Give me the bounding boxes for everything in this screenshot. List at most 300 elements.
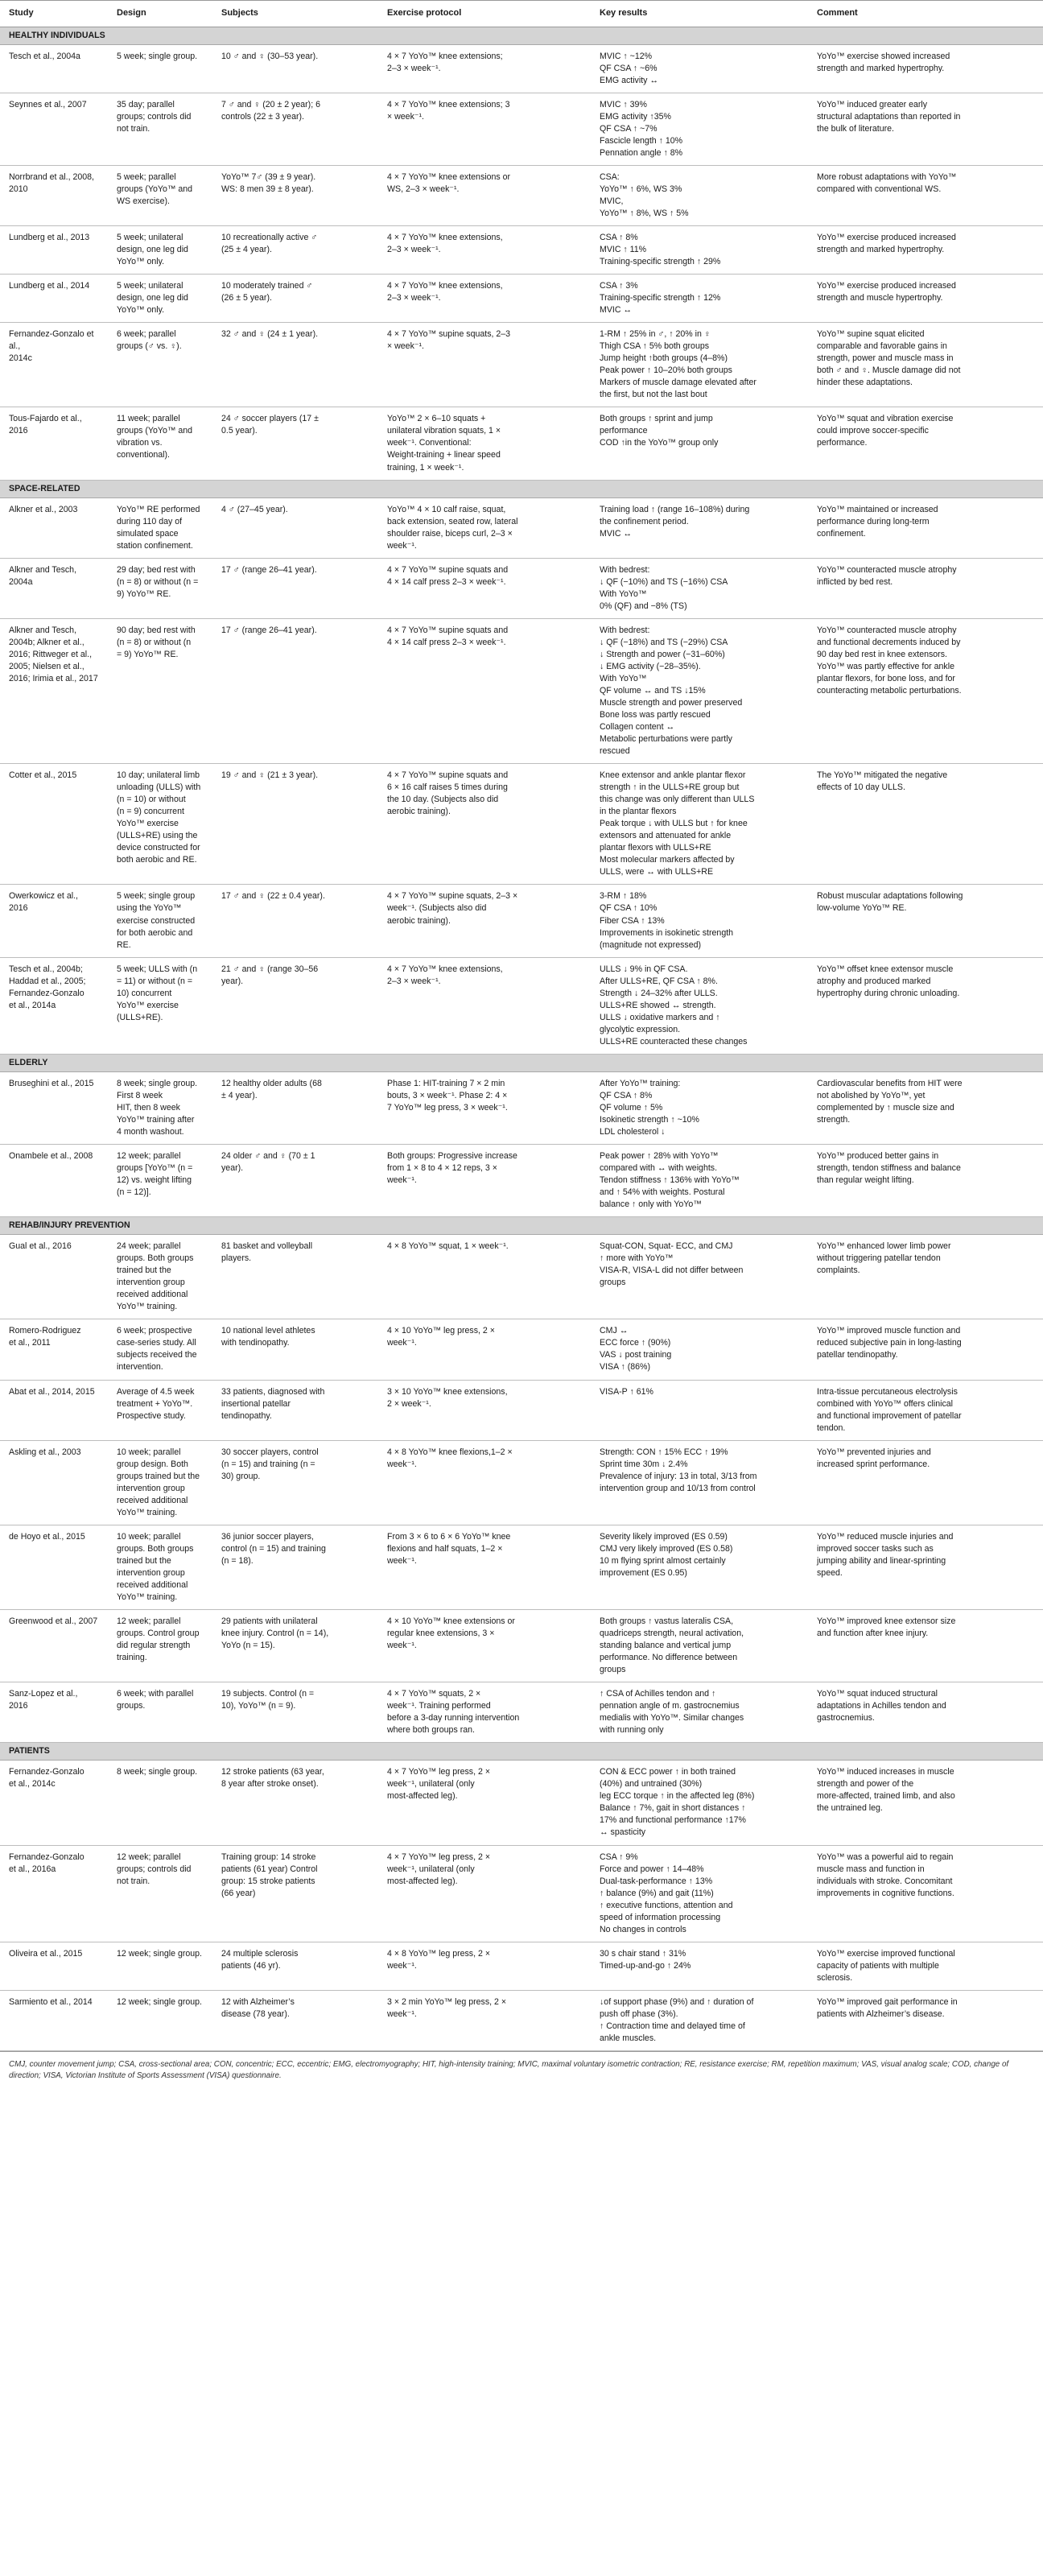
cell-line: compared with conventional WS. (817, 184, 942, 194)
comment-cell (808, 1990, 1043, 2050)
cell-line: 3-RM ↑ 18% (600, 891, 647, 902)
cell-line: EMG activity ↑35% (600, 111, 671, 122)
cell-line: groups (600, 1278, 626, 1288)
design-cell (108, 1761, 212, 1845)
protocol-cell (378, 1610, 591, 1682)
cell-line: the 10 day. (Subjects also did (387, 795, 499, 805)
cell-line: Timed-up-and-go ↑ 24% (600, 1960, 691, 1971)
cell-line: in the plantar flexors (600, 807, 677, 817)
cell-line: ankle muscles. (600, 2033, 657, 2043)
cell-line: knee injury. Control (n = 14), (221, 1629, 329, 1639)
cell-line: strength ↑ in the ULLS+RE group but (600, 782, 740, 793)
cell-line: groups. Both groups (117, 1253, 194, 1264)
comment-cell (808, 1319, 1043, 1380)
cell-line: Fascicle length ↑ 10% (600, 135, 683, 146)
cell-line: After ULLS+RE, QF CSA ↑ 8%. (600, 976, 718, 986)
cell-line: 10 day; unilateral limb (117, 770, 200, 781)
cell-line: Fernandez-Gonzalo (9, 988, 85, 998)
cell-line: this change was only different than ULLS (600, 795, 755, 805)
cell-line: 4 × 7 YoYo™ knee extensions, (387, 281, 503, 291)
cell-line: Onambele et al., 2008 (9, 1151, 93, 1162)
cell-line: Most molecular markers affected by (600, 855, 735, 865)
cell-line: YoYo™ 4 × 10 calf raise, squat, (387, 504, 506, 514)
cell-line: training. (117, 1653, 147, 1663)
cell-line: individuals with stroke. Concomitant (817, 1876, 953, 1886)
cell-line: 10 national level athletes (221, 1326, 315, 1336)
cell-line: 6 week; with parallel (117, 1689, 194, 1699)
cell-line: YoYo™ exercise produced increased (817, 281, 956, 291)
cell-line: Fernandez-Gonzalo (9, 1767, 85, 1777)
cell-line: 5 week; single group. (117, 51, 198, 61)
subjects-cell (212, 1071, 378, 1144)
table-row (0, 323, 1043, 407)
header-study: Study (0, 1, 108, 27)
cell-line: 4 × 7 YoYo™ supine squats, 2–3 (387, 329, 511, 340)
design-cell (108, 497, 212, 558)
cell-line: performance. (817, 438, 868, 448)
cell-line: ± 4 year). (221, 1090, 258, 1100)
cell-line: Alkner and Tesch, (9, 625, 77, 635)
cell-line: With YoYo™ (600, 673, 647, 683)
cell-line: 24 week; parallel (117, 1241, 181, 1252)
cell-line: plantar flexors, for bone loss, and for (817, 673, 955, 683)
cell-line: with running only (600, 1725, 664, 1736)
cell-line: speed. (817, 1567, 843, 1578)
cell-line: 17% and functional performance ↑17% (600, 1815, 746, 1826)
cell-line: Markers of muscle damage elevated after (600, 378, 756, 388)
cell-line: glycolytic expression. (600, 1024, 681, 1034)
cell-line: Sarmiento et al., 2014 (9, 1996, 93, 2007)
cell-line: performance (600, 426, 648, 436)
section-title: SPACE-RELATED (0, 480, 1043, 497)
cell-line: WS exercise). (117, 196, 170, 206)
cell-line: 4 × 10 YoYo™ leg press, 2 × (387, 1326, 495, 1336)
cell-line: than regular weight lifting. (817, 1175, 914, 1186)
design-cell (108, 1525, 212, 1609)
cell-line: Fernandez-Gonzalo (9, 1852, 85, 1862)
cell-line: gastrocnemius. (817, 1713, 875, 1724)
cell-line: 10 week; parallel (117, 1447, 181, 1457)
protocol-cell (378, 1440, 591, 1525)
cell-line: medialis with YoYo™. Similar changes (600, 1713, 744, 1724)
cell-line: Training-specific strength ↑ 29% (600, 257, 721, 267)
cell-line: year). (221, 976, 244, 986)
cell-line: YoYo™ supine squat elicited (817, 329, 925, 340)
cell-line: YoYo™ improved muscle function and (817, 1326, 961, 1336)
key-results-cell (591, 226, 808, 275)
subjects-cell (212, 1761, 378, 1845)
subjects-cell (212, 275, 378, 323)
table-row (0, 1235, 1043, 1319)
cell-line: (ULLS+RE). (117, 1012, 163, 1022)
study-cell (0, 1440, 108, 1525)
cell-line: week⁻¹. (387, 1641, 417, 1651)
cell-line: WS: 8 men 39 ± 8 year). (221, 184, 314, 194)
comment-cell (808, 497, 1043, 558)
design-cell (108, 93, 212, 165)
cell-line: groups (600, 1665, 626, 1675)
protocol-cell (378, 1525, 591, 1609)
cell-line: week⁻¹. (Subjects also did (387, 903, 487, 914)
cell-line: (n = 8) or without (n = (117, 576, 199, 587)
comment-cell (808, 226, 1043, 275)
cell-line: week⁻¹. (387, 1459, 417, 1469)
key-results-cell (591, 1845, 808, 1942)
cell-line: 2016 (9, 903, 28, 914)
cell-line: 4 × 7 YoYo™ supine squats and (387, 625, 509, 635)
cell-line: Alkner and Tesch, (9, 564, 77, 575)
cell-line: YoYo™ was a powerful aid to regain (817, 1852, 954, 1862)
cell-line: trained but the (117, 1265, 171, 1276)
cell-line: both aerobic and RE. (117, 855, 197, 865)
cell-line: (66 year) (221, 1888, 256, 1898)
cell-line: 12 stroke patients (63 year, (221, 1767, 324, 1777)
cell-line: controls (22 ± 3 year). (221, 111, 304, 122)
key-results-cell (591, 275, 808, 323)
cell-line: 2016; Rittweger et al., (9, 649, 93, 659)
header-row (0, 1, 1043, 27)
cell-line: Squat-CON, Squat- ECC, and CMJ (600, 1241, 733, 1252)
cell-line: YoYo™ RE performed (117, 504, 200, 514)
table-row (0, 93, 1043, 165)
cell-line: 2–3 × week⁻¹. (387, 245, 441, 255)
cell-line: Strength ↓ 24–32% after ULLS. (600, 988, 718, 998)
protocol-cell (378, 407, 591, 480)
comment-cell (808, 407, 1043, 480)
cell-line: (n = 10) or without (117, 795, 186, 805)
cell-line: strength and power of the (817, 1779, 914, 1790)
cell-line: Cardiovascular benefits from HIT were (817, 1078, 963, 1088)
cell-line: (n = 8) or without (n (117, 637, 192, 647)
cell-line: most-affected leg). (387, 1791, 458, 1802)
cell-line: the first, but not the last bout (600, 390, 707, 400)
cell-line: improved soccer tasks such as (817, 1543, 934, 1554)
cell-line: Peak power ↑ 28% with YoYo™ (600, 1151, 719, 1162)
study-cell (0, 1682, 108, 1743)
cell-line: YoYo™ induced greater early (817, 99, 928, 109)
cell-line: intervention group (117, 1278, 185, 1288)
cell-line: flexions and half squats, 1–2 × (387, 1543, 503, 1554)
cell-line: comparable and favorable gains in (817, 341, 947, 352)
cell-line: hypertrophy during chronic unloading. (817, 988, 960, 998)
cell-line: Prevalence of injury: 13 in total, 3/13 from (600, 1471, 757, 1481)
cell-line: YoYo™ squat and vibration exercise (817, 414, 954, 424)
key-results-cell (591, 1942, 808, 1990)
cell-line: 4 month washout. (117, 1126, 184, 1137)
cell-line: ↑ more with YoYo™ (600, 1253, 674, 1264)
subjects-cell (212, 1235, 378, 1319)
cell-line: et al., 2011 (9, 1338, 51, 1348)
header-design: Design (108, 1, 212, 27)
cell-line: structural adaptations than reported in (817, 111, 961, 122)
cell-line: groups (♂ vs. ♀). (117, 341, 182, 352)
cell-line: 17 ♂ and ♀ (22 ± 0.4 year). (221, 891, 325, 902)
cell-line: Muscle strength and power preserved (600, 698, 743, 708)
cell-line: 10), YoYo™ (n = 9). (221, 1701, 296, 1711)
cell-line: Seynnes et al., 2007 (9, 99, 87, 109)
study-cell (0, 497, 108, 558)
key-results-cell (591, 1071, 808, 1144)
cell-line: 4 × 8 YoYo™ squat, 1 × week⁻¹. (387, 1241, 509, 1252)
cell-line: received additional (117, 1579, 188, 1590)
key-results-cell (591, 165, 808, 225)
study-cell (0, 323, 108, 407)
cell-line: QF volume ↔ and TS ↓15% (600, 685, 706, 696)
cell-line: Severity likely improved (ES 0.59) (600, 1531, 728, 1542)
table-row (0, 1071, 1043, 1144)
design-cell (108, 957, 212, 1054)
cell-line: YoYo™ exercise showed increased (817, 51, 950, 61)
cell-line: improvement (ES 0.95) (600, 1567, 687, 1578)
subjects-cell (212, 1845, 378, 1942)
design-cell (108, 1145, 212, 1217)
cell-line: the untrained leg. (817, 1803, 883, 1814)
cell-line: 4 × 7 YoYo™ leg press, 2 × (387, 1852, 491, 1862)
cell-line: Askling et al., 2003 (9, 1447, 81, 1457)
section-title: HEALTHY INDIVIDUALS (0, 27, 1043, 44)
cell-line: 5 week; single group (117, 891, 196, 902)
table-row (0, 558, 1043, 618)
table-row (0, 1525, 1043, 1609)
study-cell (0, 1525, 108, 1609)
cell-line: CSA: (600, 171, 620, 182)
cell-line: CMJ ↔ (600, 1326, 629, 1336)
cell-line: 12) vs. weight lifting (117, 1175, 192, 1186)
design-cell (108, 165, 212, 225)
section-header-row (0, 1054, 1043, 1071)
cell-line: groups; controls did (117, 111, 192, 122)
comment-cell (808, 1761, 1043, 1845)
table-row (0, 1990, 1043, 2050)
cell-line: With bedrest: (600, 625, 650, 635)
cell-line: Both groups ↑ vastus lateralis CSA, (600, 1616, 734, 1627)
design-cell (108, 764, 212, 885)
cell-line: VISA-P ↑ 61% (600, 1386, 653, 1397)
cell-line: 5 week; parallel (117, 171, 176, 182)
table-row (0, 44, 1043, 93)
key-results-cell (591, 1682, 808, 1743)
cell-line: where both groups ran. (387, 1725, 475, 1736)
cell-line: training, 1 × week⁻¹. (387, 462, 464, 473)
cell-line: 33 patients, diagnosed with (221, 1386, 325, 1397)
cell-line: groups; controls did (117, 1864, 192, 1874)
section-header-row (0, 480, 1043, 497)
cell-line: improvements in cognitive functions. (817, 1888, 954, 1898)
cell-line: 21 ♂ and ♀ (range 30–56 (221, 964, 319, 974)
cell-line: group design. Both (117, 1459, 188, 1469)
cell-line: week⁻¹. (387, 1338, 417, 1348)
cell-line: most-affected leg). (387, 1876, 458, 1886)
cell-line: YoYo (n = 15). (221, 1641, 275, 1651)
cell-line: 3 × 10 YoYo™ knee extensions, (387, 1386, 508, 1397)
cell-line: 2004a (9, 576, 33, 587)
study-cell (0, 764, 108, 885)
key-results-cell (591, 1610, 808, 1682)
cell-line: 2010 (9, 184, 28, 194)
design-cell (108, 1380, 212, 1440)
cell-line: ULLS+RE counteracted these changes (600, 1036, 748, 1046)
subjects-cell (212, 1942, 378, 1990)
cell-line: strength, power and muscle mass in (817, 353, 954, 364)
cell-line: 4 × 7 YoYo™ knee extensions or (387, 171, 511, 182)
cell-line: Strength: CON ↑ 15% ECC ↑ 19% (600, 1447, 728, 1457)
cell-line: reduced subjective pain in long-lasting (817, 1338, 962, 1348)
cell-line: CSA ↑ 3% (600, 281, 638, 291)
subjects-cell (212, 1319, 378, 1380)
cell-line: Intra-tissue percutaneous electrolysis (817, 1386, 958, 1397)
protocol-cell (378, 93, 591, 165)
cell-line: 4 × 7 YoYo™ supine squats, 2–3 × (387, 891, 518, 902)
cell-line: aerobic training). (387, 807, 451, 817)
comment-cell (808, 275, 1043, 323)
subjects-cell (212, 165, 378, 225)
cell-line: performance. No difference between (600, 1653, 738, 1663)
study-cell (0, 1610, 108, 1682)
study-cell (0, 1071, 108, 1144)
section-title: REHAB/INJURY PREVENTION (0, 1217, 1043, 1235)
key-results-cell (591, 44, 808, 93)
cell-line: intervention group and 10/13 from control (600, 1483, 756, 1493)
subjects-cell (212, 1525, 378, 1609)
protocol-cell (378, 1319, 591, 1380)
cell-line: Balance ↑ 7%, gait in short distances ↑ (600, 1803, 746, 1814)
cell-line: not abolished by YoYo™, yet (817, 1090, 926, 1100)
subjects-cell (212, 957, 378, 1054)
cell-line: 10 recreationally active ♂ (221, 233, 318, 243)
cell-line: Tesch et al., 2004a (9, 51, 80, 61)
cell-line: 24 older ♂ and ♀ (70 ± 1 (221, 1151, 315, 1162)
cell-line: Alkner et al., 2003 (9, 504, 78, 514)
study-cell (0, 1145, 108, 1217)
cell-line: Gual et al., 2016 (9, 1241, 72, 1252)
cell-line: YoYo™ squat induced structural (817, 1689, 938, 1699)
cell-line: YoYo™ prevented injuries and (817, 1447, 931, 1457)
cell-line: Greenwood et al., 2007 (9, 1616, 98, 1627)
cell-line: RE. (117, 939, 131, 950)
comment-cell (808, 1525, 1043, 1609)
cell-line: VISA ↑ (86%) (600, 1362, 650, 1373)
cell-line: Owerkowicz et al., (9, 891, 78, 902)
cell-line: (n = 12)]. (117, 1187, 151, 1198)
cell-line: First 8 week (117, 1090, 163, 1100)
cell-line: both ♂ and ♀. Muscle damage did not (817, 365, 961, 376)
cell-line: Lundberg et al., 2014 (9, 281, 90, 291)
cell-line: ↓ QF (−10%) and TS (−16%) CSA (600, 576, 728, 587)
cell-line: (n = 18). (221, 1555, 254, 1566)
cell-line: Lundberg et al., 2013 (9, 233, 90, 243)
cell-line: control (n = 15) and training (221, 1543, 326, 1554)
cell-line: 19 subjects. Control (n = (221, 1689, 315, 1699)
design-cell (108, 1235, 212, 1319)
design-cell (108, 1845, 212, 1942)
header-subjects: Subjects (212, 1, 378, 27)
cell-line: rescued (600, 746, 630, 757)
cell-line: 4 × 7 YoYo™ knee extensions, (387, 233, 503, 243)
cell-line: QF CSA ↑ 10% (600, 903, 658, 914)
cell-line: More robust adaptations with YoYo™ (817, 171, 957, 182)
cell-line: week⁻¹, unilateral (only (387, 1864, 475, 1874)
cell-line: received additional (117, 1495, 188, 1505)
study-cell (0, 1990, 108, 2050)
cell-line: YoYo™ exercise improved functional (817, 1948, 955, 1959)
cell-line: MVIC ↑ ~12% (600, 51, 653, 61)
cell-line: groups trained but the (117, 1471, 200, 1481)
study-cell (0, 1845, 108, 1942)
cell-line: 4 × 7 YoYo™ knee extensions; (387, 51, 503, 61)
cell-line: patients with Alzheimer’s disease. (817, 2008, 945, 2019)
cell-line: effects of 10 day ULLS. (817, 782, 905, 793)
cell-line: treatment + YoYo™. (117, 1398, 193, 1409)
cell-line: 4 × 7 YoYo™ squats, 2 × (387, 1689, 481, 1699)
protocol-cell (378, 1761, 591, 1845)
key-results-cell (591, 93, 808, 165)
cell-line: 9) YoYo™ RE. (117, 588, 171, 599)
key-results-cell (591, 558, 808, 618)
cell-line: Prospective study. (117, 1410, 186, 1421)
cell-line: complaints. (817, 1265, 860, 1276)
cell-line: the confinement period. (600, 516, 689, 526)
table-row (0, 1380, 1043, 1440)
cell-line: YoYo™ 7♂ (39 ± 9 year). (221, 171, 316, 182)
cell-line: 2–3 × week⁻¹. (387, 293, 441, 303)
cell-line: not train. (117, 123, 150, 134)
study-cell (0, 93, 108, 165)
cell-line: YoYo™ was partly effective for ankle (817, 661, 954, 671)
cell-line: Romero-Rodriguez (9, 1326, 81, 1336)
cell-line: Robust muscular adaptations following (817, 891, 963, 902)
study-cell (0, 1942, 108, 1990)
cell-line: 10 m flying sprint almost certainly (600, 1555, 726, 1566)
cell-line: 6 × 16 calf raises 5 times during (387, 782, 508, 793)
cell-line: ↓ EMG activity (−28–35%). (600, 661, 701, 671)
comment-cell (808, 1845, 1043, 1942)
cell-line: Peak power ↑ 10–20% both groups (600, 365, 732, 376)
comment-cell (808, 323, 1043, 407)
cell-line: 17 ♂ (range 26–41 year). (221, 625, 317, 635)
protocol-cell (378, 885, 591, 957)
cell-line: 10 moderately trained ♂ (221, 281, 313, 291)
cell-line: aerobic training). (387, 915, 451, 926)
cell-line: YoYo™ 2 × 6–10 squats + (387, 414, 486, 424)
cell-line: 12 week; parallel (117, 1616, 181, 1627)
key-results-cell (591, 764, 808, 885)
protocol-cell (378, 957, 591, 1054)
cell-line: 6 week; prospective (117, 1326, 192, 1336)
cell-line: jumping ability and linear-sprinting (817, 1555, 946, 1566)
cell-line: From 3 × 6 to 6 × 6 YoYo™ knee (387, 1531, 511, 1542)
cell-line: Haddad et al., 2005; (9, 976, 86, 986)
cell-line: week⁻¹. Conventional: (387, 438, 472, 448)
cell-line: Tous-Fajardo et al., (9, 414, 82, 424)
cell-line: during 110 day of (117, 516, 183, 526)
key-results-cell (591, 1761, 808, 1845)
cell-line: patellar tendinopathy. (817, 1350, 898, 1360)
cell-line: groups (YoYo™ and (117, 184, 193, 194)
key-results-cell (591, 1319, 808, 1380)
cell-line: LDL cholesterol ↓ (600, 1126, 666, 1137)
cell-line: week⁻¹. Training performed (387, 1701, 491, 1711)
cell-line: QF volume ↑ 5% (600, 1102, 663, 1113)
cell-line: 12 with Alzheimer’s (221, 1996, 295, 2007)
cell-line: Tesch et al., 2004b; (9, 964, 83, 974)
subjects-cell (212, 885, 378, 957)
study-cell (0, 275, 108, 323)
cell-line: 5 week; unilateral (117, 281, 183, 291)
cell-line: strength, tendon stiffness and balance (817, 1163, 961, 1174)
cell-line: station confinement. (117, 540, 193, 551)
cell-line: MVIC ↑ 11% (600, 245, 647, 255)
cell-line: leg ECC torque ↑ in the affected leg (8%) (600, 1791, 755, 1802)
